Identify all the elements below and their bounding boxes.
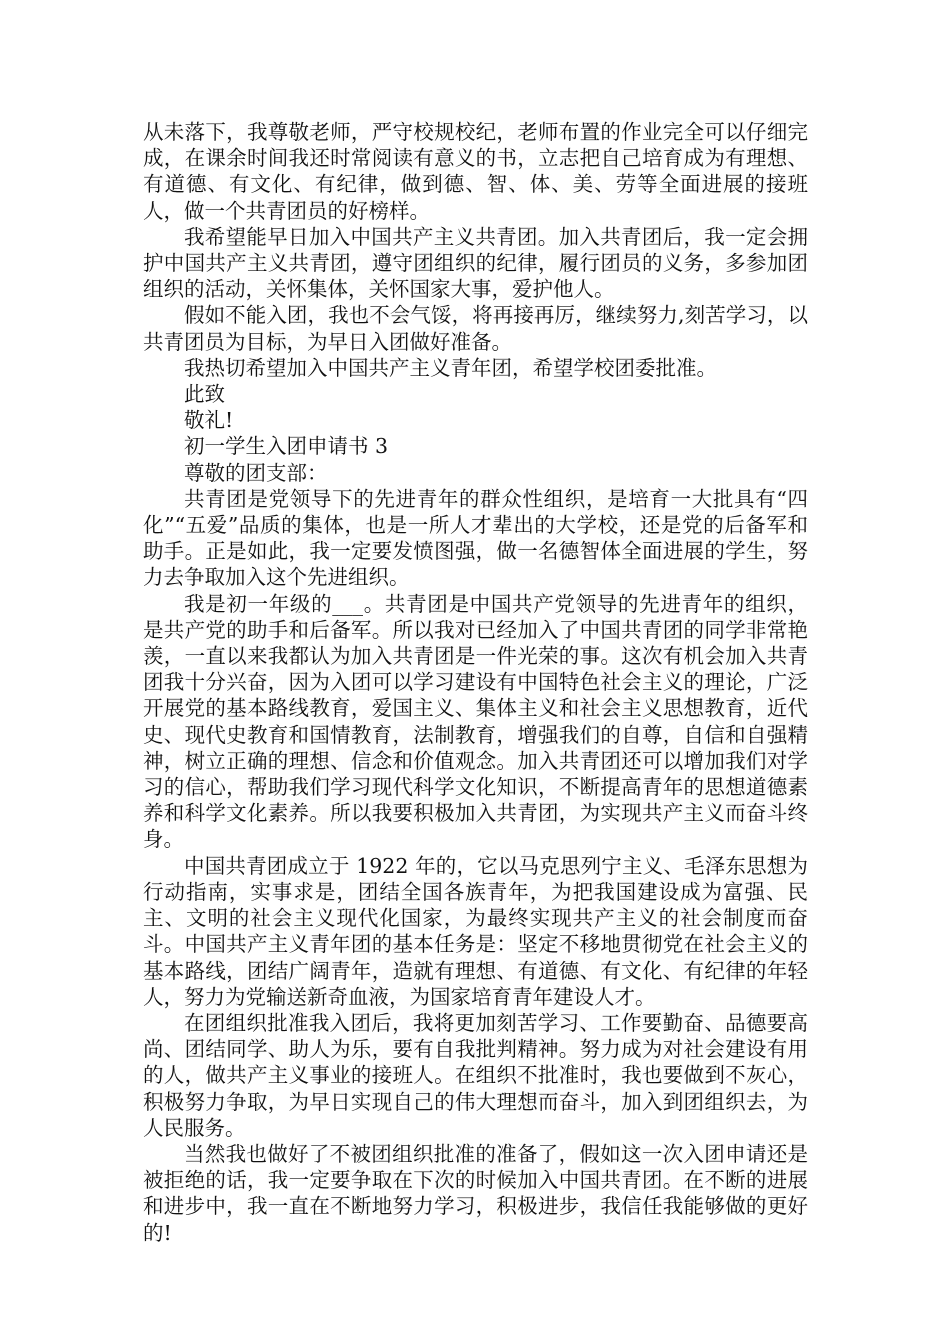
greeting: 尊敬的团支部： [184,460,328,485]
paragraph-wish-to-join: 我希望能早日加入中国共产主义共青团。加入共青团后，我一定会拥护中国共产主义共青团，遵守团组织的纪律，履行团员的义务，多参加团组织的活动，关怀集体，关怀国家大事，爱护他人。 [143,224,808,302]
paragraph-founded-1922: 中国共青团成立于 1922 年的，它以马克思列宁主义、毛泽东思想为行动指南，实事求是，团结全国各族青年，为把我国建设成为富强、民主、文明的社会主义现代化国家，为最终实现共产主义的社会制度而奋斗。中国共产主义青年团的基本任务是：坚定不移地贯彻党在社会主义的基本路线，团结广阔青年，造就有理想、有道德、有文化、有纪律的年轻人，努力为党输送新奇血液，为国家培育青年建设人才。 [143,853,808,1009]
paragraph-hope-approval: 我热切希望加入中国共产主义青年团，希望学校团委批准。 [184,355,717,380]
paragraph-after-approval: 在团组织批准我入团后，我将更加刻苦学习、工作要勤奋、品德要高尚、团结同学、助人为乐，要有自我批判精神。努力成为对社会建设有用的人，做共产主义事业的接班人。在组织不批准时，我也要做到不灰心，积极努力争取，为早日实现自己的伟大理想而奋斗，加入到团组织去，为人民服务。 [143,1010,808,1140]
closing-respect: 敬礼! [184,408,234,433]
closing-salutation: 此致 [184,382,225,407]
paragraph-youth-league-intro: 共青团是党领导下的先进青年的群众性组织，是培育一大批具有“四化”“五爱”品质的集体，也是一所人才辈出的大学校，还是党的后备军和助手。正是如此，我一定要发愤图强，做一名德智体全面进展的学生，努力去争取加入这个先进组织。 [143,486,808,590]
paragraph-continuation: 从未落下，我尊敬老师，严守校规校纪，老师布置的作业完全可以仔细完成，在课余时间我还时常阅读有意义的书，立志把自己培育成为有理想、有道德、有文化、有纪律，做到德、智、体、美、劳等全面进展的接班人，做一个共青团员的好榜样。 [143,120,808,223]
paragraph-prepared-for-rejection: 当然我也做好了不被团组织批准的准备了，假如这一次入团申请还是被拒绝的话，我一定要争取在下次的时候加入中国共青团。在不断的进展和进步中，我一直在不断地努力学习，积极进步，我信任我能够做的更好的! [143,1141,808,1245]
document-page [143,119,808,1246]
paragraph-if-not-admitted: 假如不能入团，我也不会气馁，将再接再厉，继续努力,刻苦学习，以共青团员为目标，为早日入团做好准备。 [143,303,808,354]
paragraph-grade-one: 我是初一年级的___。共青团是中国共产党领导的先进青年的组织，是共产党的助手和后备军。所以我对已经加入了中国共青团的同学非常艳羡，一直以来我都认为加入共青团是一件光荣的事。这次有机会加入共青团我十分兴奋，因为入团可以学习建设有中国特色社会主义的理论，广泛开展党的基本路线教育，爱国主义、集体主义和社会主义思想教育，近代史、现代史教育和国情教育，法制教育，增强我们的自尊，自信和自强精神，树立正确的理想、信念和价值观念。加入共青团还可以增加我们对学习的信心，帮助我们学习现代科学文化知识，不断提高青年的思想道德素养和科学文化素养。所以我要积极加入共青团，为实现共产主义而奋斗终身。 [143,591,808,852]
section-title: 初一学生入团申请书 3 [184,434,389,459]
